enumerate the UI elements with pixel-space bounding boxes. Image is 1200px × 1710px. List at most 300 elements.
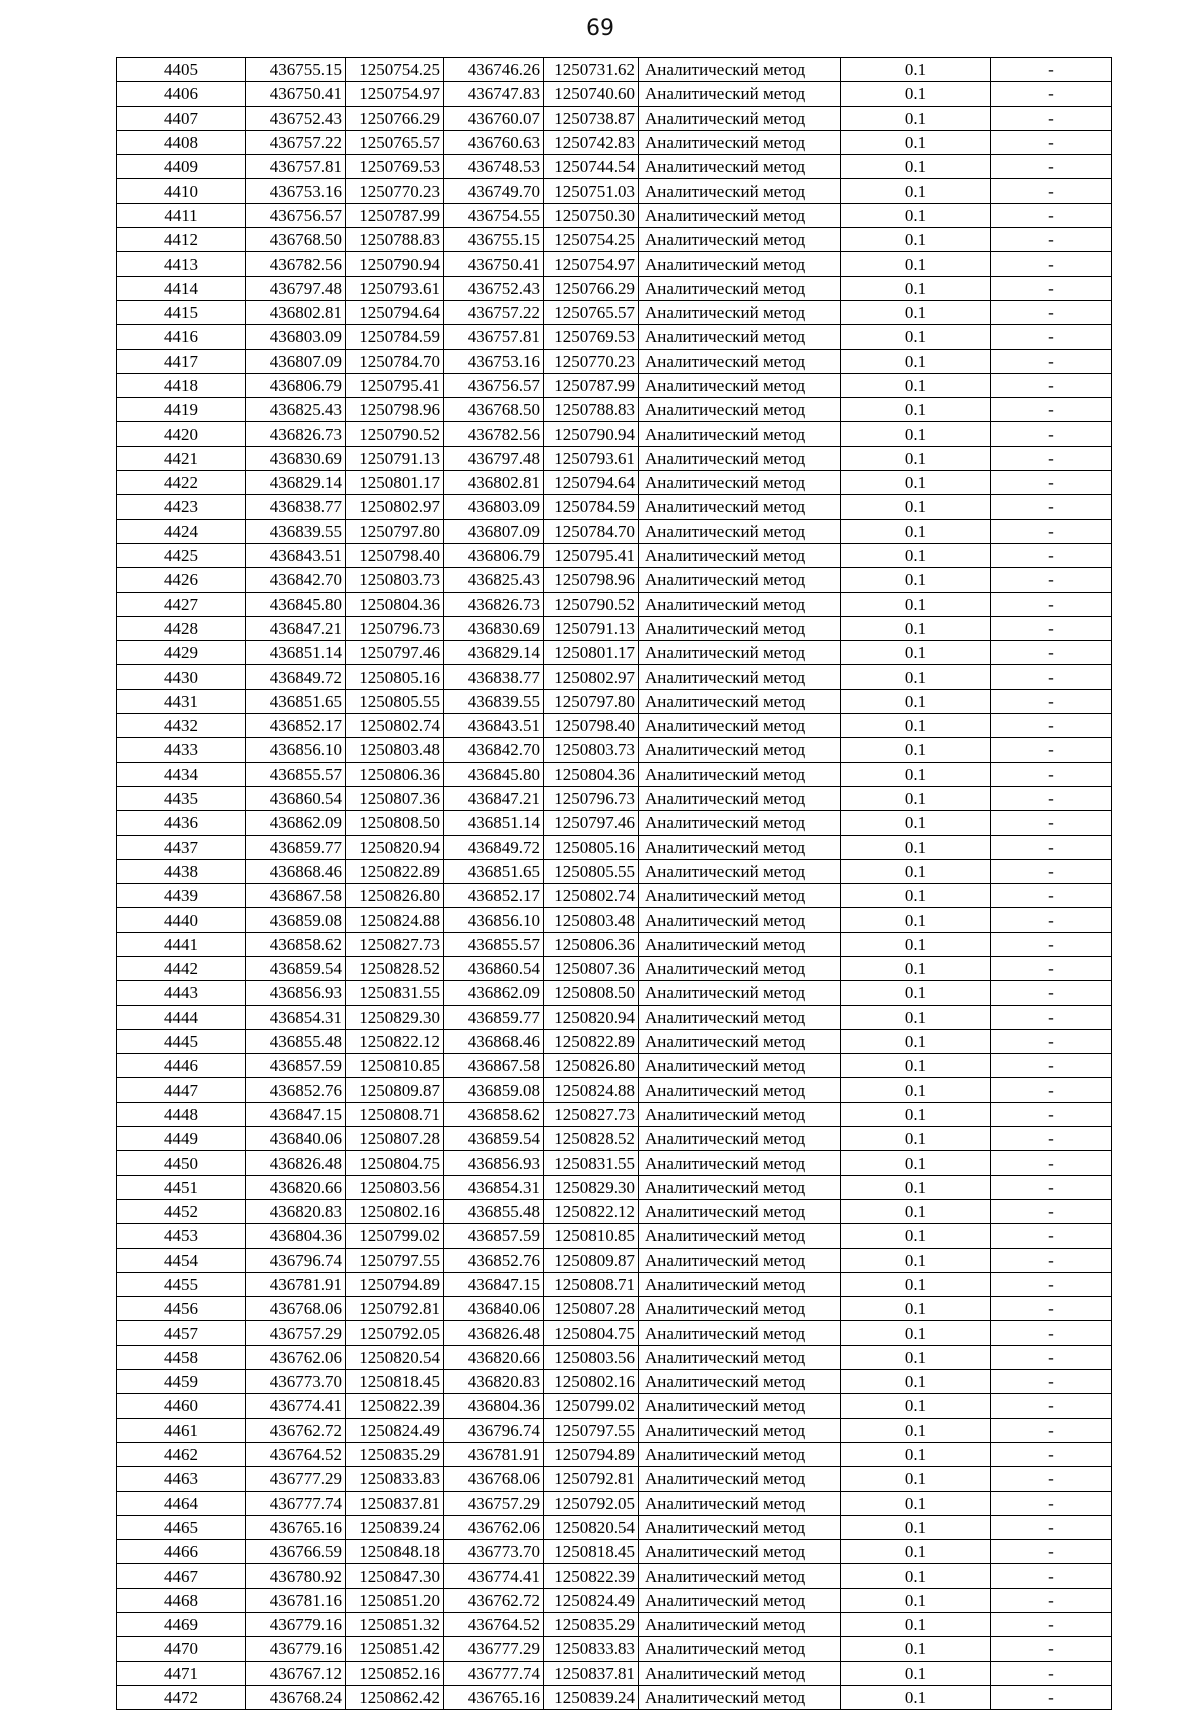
dash-cell: - [991, 641, 1112, 665]
dash-cell: - [991, 932, 1112, 956]
accuracy-cell: 0.1 [841, 1467, 991, 1491]
dash-cell: - [991, 1151, 1112, 1175]
dash-cell: - [991, 398, 1112, 422]
method-cell: Аналитический метод [639, 859, 841, 883]
prev-x-coord-cell: 436838.77 [444, 665, 544, 689]
point-number-cell: 4462 [117, 1442, 246, 1466]
prev-y-coord-cell: 1250839.24 [544, 1685, 639, 1709]
point-number-cell: 4407 [117, 106, 246, 130]
prev-y-coord-cell: 1250820.94 [544, 1005, 639, 1029]
prev-y-coord-cell: 1250798.96 [544, 568, 639, 592]
dash-cell: - [991, 1054, 1112, 1078]
point-number-cell: 4456 [117, 1297, 246, 1321]
method-cell: Аналитический метод [639, 446, 841, 470]
dash-cell: - [991, 616, 1112, 640]
table-row [117, 1102, 1112, 1126]
x-coord-cell: 436851.65 [246, 689, 346, 713]
prev-y-coord-cell: 1250784.70 [544, 519, 639, 543]
x-coord-cell: 436766.59 [246, 1540, 346, 1564]
point-number-cell: 4427 [117, 592, 246, 616]
dash-cell: - [991, 956, 1112, 980]
table-row [117, 1418, 1112, 1442]
point-number-cell: 4432 [117, 714, 246, 738]
method-cell: Аналитический метод [639, 835, 841, 859]
prev-y-coord-cell: 1250751.03 [544, 179, 639, 203]
method-cell: Аналитический метод [639, 155, 841, 179]
accuracy-cell: 0.1 [841, 276, 991, 300]
dash-cell: - [991, 349, 1112, 373]
x-coord-cell: 436757.81 [246, 155, 346, 179]
accuracy-cell: 0.1 [841, 519, 991, 543]
x-coord-cell: 436750.41 [246, 82, 346, 106]
dash-cell: - [991, 738, 1112, 762]
method-cell: Аналитический метод [639, 398, 841, 422]
prev-x-coord-cell: 436855.48 [444, 1199, 544, 1223]
dash-cell: - [991, 276, 1112, 300]
accuracy-cell: 0.1 [841, 1515, 991, 1539]
y-coord-cell: 1250851.20 [346, 1588, 444, 1612]
method-cell: Аналитический метод [639, 82, 841, 106]
prev-y-coord-cell: 1250799.02 [544, 1394, 639, 1418]
dash-cell: - [991, 1491, 1112, 1515]
y-coord-cell: 1250770.23 [346, 179, 444, 203]
point-number-cell: 4421 [117, 446, 246, 470]
x-coord-cell: 436768.50 [246, 228, 346, 252]
point-number-cell: 4444 [117, 1005, 246, 1029]
prev-y-coord-cell: 1250801.17 [544, 641, 639, 665]
point-number-cell: 4472 [117, 1685, 246, 1709]
prev-y-coord-cell: 1250826.80 [544, 1054, 639, 1078]
prev-y-coord-cell: 1250754.25 [544, 228, 639, 252]
prev-x-coord-cell: 436760.63 [444, 130, 544, 154]
prev-y-coord-cell: 1250798.40 [544, 714, 639, 738]
x-coord-cell: 436767.12 [246, 1661, 346, 1685]
prev-y-coord-cell: 1250790.52 [544, 592, 639, 616]
x-coord-cell: 436857.59 [246, 1054, 346, 1078]
point-number-cell: 4415 [117, 300, 246, 324]
point-number-cell: 4436 [117, 811, 246, 835]
x-coord-cell: 436825.43 [246, 398, 346, 422]
prev-x-coord-cell: 436851.14 [444, 811, 544, 835]
accuracy-cell: 0.1 [841, 471, 991, 495]
y-coord-cell: 1250803.48 [346, 738, 444, 762]
x-coord-cell: 436779.16 [246, 1637, 346, 1661]
prev-x-coord-cell: 436762.06 [444, 1515, 544, 1539]
prev-x-coord-cell: 436856.93 [444, 1151, 544, 1175]
prev-y-coord-cell: 1250805.55 [544, 859, 639, 883]
dash-cell: - [991, 228, 1112, 252]
y-coord-cell: 1250848.18 [346, 1540, 444, 1564]
prev-y-coord-cell: 1250805.16 [544, 835, 639, 859]
method-cell: Аналитический метод [639, 495, 841, 519]
method-cell: Аналитический метод [639, 252, 841, 276]
method-cell: Аналитический метод [639, 471, 841, 495]
point-number-cell: 4463 [117, 1467, 246, 1491]
y-coord-cell: 1250792.81 [346, 1297, 444, 1321]
prev-x-coord-cell: 436768.50 [444, 398, 544, 422]
prev-x-coord-cell: 436757.29 [444, 1491, 544, 1515]
prev-y-coord-cell: 1250784.59 [544, 495, 639, 519]
y-coord-cell: 1250794.64 [346, 300, 444, 324]
x-coord-cell: 436855.48 [246, 1029, 346, 1053]
table-row [117, 811, 1112, 835]
dash-cell: - [991, 981, 1112, 1005]
prev-x-coord-cell: 436757.22 [444, 300, 544, 324]
x-coord-cell: 436804.36 [246, 1224, 346, 1248]
table-row [117, 325, 1112, 349]
y-coord-cell: 1250822.39 [346, 1394, 444, 1418]
point-number-cell: 4450 [117, 1151, 246, 1175]
accuracy-cell: 0.1 [841, 1078, 991, 1102]
prev-y-coord-cell: 1250824.88 [544, 1078, 639, 1102]
prev-y-coord-cell: 1250744.54 [544, 155, 639, 179]
prev-x-coord-cell: 436797.48 [444, 446, 544, 470]
prev-y-coord-cell: 1250824.49 [544, 1588, 639, 1612]
y-coord-cell: 1250808.50 [346, 811, 444, 835]
method-cell: Аналитический метод [639, 908, 841, 932]
x-coord-cell: 436855.57 [246, 762, 346, 786]
x-coord-cell: 436862.09 [246, 811, 346, 835]
y-coord-cell: 1250805.16 [346, 665, 444, 689]
x-coord-cell: 436780.92 [246, 1564, 346, 1588]
prev-x-coord-cell: 436750.41 [444, 252, 544, 276]
x-coord-cell: 436843.51 [246, 543, 346, 567]
accuracy-cell: 0.1 [841, 884, 991, 908]
prev-x-coord-cell: 436839.55 [444, 689, 544, 713]
prev-x-coord-cell: 436753.16 [444, 349, 544, 373]
dash-cell: - [991, 1248, 1112, 1272]
point-number-cell: 4465 [117, 1515, 246, 1539]
point-number-cell: 4419 [117, 398, 246, 422]
accuracy-cell: 0.1 [841, 1127, 991, 1151]
x-coord-cell: 436852.17 [246, 714, 346, 738]
point-number-cell: 4464 [117, 1491, 246, 1515]
prev-y-coord-cell: 1250792.81 [544, 1467, 639, 1491]
dash-cell: - [991, 1442, 1112, 1466]
method-cell: Аналитический метод [639, 58, 841, 82]
table-row [117, 1345, 1112, 1369]
table-row [117, 398, 1112, 422]
table-row [117, 1272, 1112, 1296]
y-coord-cell: 1250793.61 [346, 276, 444, 300]
point-number-cell: 4416 [117, 325, 246, 349]
point-number-cell: 4410 [117, 179, 246, 203]
prev-y-coord-cell: 1250791.13 [544, 616, 639, 640]
method-cell: Аналитический метод [639, 1370, 841, 1394]
point-number-cell: 4413 [117, 252, 246, 276]
dash-cell: - [991, 1345, 1112, 1369]
accuracy-cell: 0.1 [841, 106, 991, 130]
prev-x-coord-cell: 436754.55 [444, 203, 544, 227]
y-coord-cell: 1250790.94 [346, 252, 444, 276]
accuracy-cell: 0.1 [841, 1029, 991, 1053]
point-number-cell: 4409 [117, 155, 246, 179]
table-row [117, 1297, 1112, 1321]
method-cell: Аналитический метод [639, 1175, 841, 1199]
prev-x-coord-cell: 436856.10 [444, 908, 544, 932]
prev-y-coord-cell: 1250792.05 [544, 1491, 639, 1515]
dash-cell: - [991, 1418, 1112, 1442]
table-row [117, 1224, 1112, 1248]
prev-x-coord-cell: 436765.16 [444, 1685, 544, 1709]
page-number: 69 [586, 16, 614, 41]
dash-cell: - [991, 1661, 1112, 1685]
table-row [117, 300, 1112, 324]
prev-y-coord-cell: 1250810.85 [544, 1224, 639, 1248]
x-coord-cell: 436765.16 [246, 1515, 346, 1539]
table-row [117, 592, 1112, 616]
table-row [117, 373, 1112, 397]
prev-x-coord-cell: 436764.52 [444, 1613, 544, 1637]
point-number-cell: 4412 [117, 228, 246, 252]
accuracy-cell: 0.1 [841, 155, 991, 179]
prev-x-coord-cell: 436854.31 [444, 1175, 544, 1199]
method-cell: Аналитический метод [639, 1272, 841, 1296]
table-row [117, 130, 1112, 154]
table-row [117, 1370, 1112, 1394]
x-coord-cell: 436768.24 [246, 1685, 346, 1709]
y-coord-cell: 1250803.56 [346, 1175, 444, 1199]
y-coord-cell: 1250839.24 [346, 1515, 444, 1539]
prev-y-coord-cell: 1250828.52 [544, 1127, 639, 1151]
point-number-cell: 4448 [117, 1102, 246, 1126]
method-cell: Аналитический метод [639, 1224, 841, 1248]
table-row [117, 1248, 1112, 1272]
dash-cell: - [991, 1321, 1112, 1345]
y-coord-cell: 1250802.97 [346, 495, 444, 519]
accuracy-cell: 0.1 [841, 641, 991, 665]
x-coord-cell: 436752.43 [246, 106, 346, 130]
accuracy-cell: 0.1 [841, 1297, 991, 1321]
prev-x-coord-cell: 436777.29 [444, 1637, 544, 1661]
dash-cell: - [991, 1029, 1112, 1053]
table-row [117, 835, 1112, 859]
y-coord-cell: 1250788.83 [346, 228, 444, 252]
dash-cell: - [991, 908, 1112, 932]
prev-y-coord-cell: 1250831.55 [544, 1151, 639, 1175]
prev-x-coord-cell: 436829.14 [444, 641, 544, 665]
x-coord-cell: 436779.16 [246, 1613, 346, 1637]
point-number-cell: 4414 [117, 276, 246, 300]
method-cell: Аналитический метод [639, 1029, 841, 1053]
prev-y-coord-cell: 1250769.53 [544, 325, 639, 349]
point-number-cell: 4426 [117, 568, 246, 592]
method-cell: Аналитический метод [639, 519, 841, 543]
table-row [117, 1540, 1112, 1564]
y-coord-cell: 1250765.57 [346, 130, 444, 154]
method-cell: Аналитический метод [639, 1078, 841, 1102]
x-coord-cell: 436803.09 [246, 325, 346, 349]
method-cell: Аналитический метод [639, 981, 841, 1005]
accuracy-cell: 0.1 [841, 130, 991, 154]
y-coord-cell: 1250820.54 [346, 1345, 444, 1369]
prev-x-coord-cell: 436845.80 [444, 762, 544, 786]
dash-cell: - [991, 519, 1112, 543]
point-number-cell: 4440 [117, 908, 246, 932]
method-cell: Аналитический метод [639, 1637, 841, 1661]
prev-y-coord-cell: 1250766.29 [544, 276, 639, 300]
coordinates-table-body [117, 58, 1112, 1710]
y-coord-cell: 1250851.42 [346, 1637, 444, 1661]
accuracy-cell: 0.1 [841, 689, 991, 713]
y-coord-cell: 1250802.16 [346, 1199, 444, 1223]
prev-x-coord-cell: 436855.57 [444, 932, 544, 956]
prev-y-coord-cell: 1250797.55 [544, 1418, 639, 1442]
x-coord-cell: 436756.57 [246, 203, 346, 227]
method-cell: Аналитический метод [639, 1394, 841, 1418]
prev-x-coord-cell: 436862.09 [444, 981, 544, 1005]
x-coord-cell: 436851.14 [246, 641, 346, 665]
accuracy-cell: 0.1 [841, 786, 991, 810]
table-row [117, 1564, 1112, 1588]
accuracy-cell: 0.1 [841, 738, 991, 762]
accuracy-cell: 0.1 [841, 422, 991, 446]
point-number-cell: 4430 [117, 665, 246, 689]
dash-cell: - [991, 325, 1112, 349]
point-number-cell: 4441 [117, 932, 246, 956]
method-cell: Аналитический метод [639, 1442, 841, 1466]
prev-x-coord-cell: 436847.21 [444, 786, 544, 810]
prev-x-coord-cell: 436858.62 [444, 1102, 544, 1126]
prev-x-coord-cell: 436747.83 [444, 82, 544, 106]
prev-x-coord-cell: 436859.08 [444, 1078, 544, 1102]
prev-y-coord-cell: 1250835.29 [544, 1613, 639, 1637]
y-coord-cell: 1250831.55 [346, 981, 444, 1005]
accuracy-cell: 0.1 [841, 1272, 991, 1296]
table-row [117, 641, 1112, 665]
dash-cell: - [991, 1224, 1112, 1248]
point-number-cell: 4447 [117, 1078, 246, 1102]
method-cell: Аналитический метод [639, 1248, 841, 1272]
method-cell: Аналитический метод [639, 1345, 841, 1369]
y-coord-cell: 1250807.36 [346, 786, 444, 810]
prev-y-coord-cell: 1250803.73 [544, 738, 639, 762]
prev-x-coord-cell: 436849.72 [444, 835, 544, 859]
point-number-cell: 4469 [117, 1613, 246, 1637]
accuracy-cell: 0.1 [841, 1151, 991, 1175]
prev-y-coord-cell: 1250797.46 [544, 811, 639, 835]
accuracy-cell: 0.1 [841, 398, 991, 422]
point-number-cell: 4466 [117, 1540, 246, 1564]
method-cell: Аналитический метод [639, 1005, 841, 1029]
prev-x-coord-cell: 436748.53 [444, 155, 544, 179]
method-cell: Аналитический метод [639, 1321, 841, 1345]
table-row [117, 471, 1112, 495]
table-row [117, 203, 1112, 227]
prev-y-coord-cell: 1250765.57 [544, 300, 639, 324]
dash-cell: - [991, 179, 1112, 203]
method-cell: Аналитический метод [639, 616, 841, 640]
y-coord-cell: 1250795.41 [346, 373, 444, 397]
prev-x-coord-cell: 436773.70 [444, 1540, 544, 1564]
y-coord-cell: 1250808.71 [346, 1102, 444, 1126]
x-coord-cell: 436829.14 [246, 471, 346, 495]
accuracy-cell: 0.1 [841, 1661, 991, 1685]
dash-cell: - [991, 884, 1112, 908]
prev-x-coord-cell: 436774.41 [444, 1564, 544, 1588]
dash-cell: - [991, 1078, 1112, 1102]
y-coord-cell: 1250852.16 [346, 1661, 444, 1685]
prev-x-coord-cell: 436802.81 [444, 471, 544, 495]
method-cell: Аналитический метод [639, 276, 841, 300]
accuracy-cell: 0.1 [841, 592, 991, 616]
y-coord-cell: 1250837.81 [346, 1491, 444, 1515]
dash-cell: - [991, 106, 1112, 130]
table-row [117, 738, 1112, 762]
point-number-cell: 4457 [117, 1321, 246, 1345]
accuracy-cell: 0.1 [841, 1054, 991, 1078]
prev-y-coord-cell: 1250806.36 [544, 932, 639, 956]
table-row [117, 1661, 1112, 1685]
method-cell: Аналитический метод [639, 228, 841, 252]
prev-y-coord-cell: 1250738.87 [544, 106, 639, 130]
table-row [117, 446, 1112, 470]
method-cell: Аналитический метод [639, 592, 841, 616]
prev-y-coord-cell: 1250795.41 [544, 543, 639, 567]
y-coord-cell: 1250792.05 [346, 1321, 444, 1345]
table-row [117, 252, 1112, 276]
table-row [117, 1491, 1112, 1515]
point-number-cell: 4433 [117, 738, 246, 762]
method-cell: Аналитический метод [639, 1564, 841, 1588]
y-coord-cell: 1250754.97 [346, 82, 444, 106]
prev-x-coord-cell: 436749.70 [444, 179, 544, 203]
point-number-cell: 4405 [117, 58, 246, 82]
y-coord-cell: 1250824.88 [346, 908, 444, 932]
y-coord-cell: 1250784.59 [346, 325, 444, 349]
dash-cell: - [991, 1127, 1112, 1151]
table-row [117, 1127, 1112, 1151]
x-coord-cell: 436781.16 [246, 1588, 346, 1612]
x-coord-cell: 436859.54 [246, 956, 346, 980]
accuracy-cell: 0.1 [841, 495, 991, 519]
method-cell: Аналитический метод [639, 543, 841, 567]
table-row [117, 1637, 1112, 1661]
prev-y-coord-cell: 1250770.23 [544, 349, 639, 373]
dash-cell: - [991, 714, 1112, 738]
table-row [117, 1078, 1112, 1102]
point-number-cell: 4460 [117, 1394, 246, 1418]
table-row [117, 543, 1112, 567]
y-coord-cell: 1250822.89 [346, 859, 444, 883]
method-cell: Аналитический метод [639, 1054, 841, 1078]
x-coord-cell: 436845.80 [246, 592, 346, 616]
prev-x-coord-cell: 436768.06 [444, 1467, 544, 1491]
method-cell: Аналитический метод [639, 884, 841, 908]
point-number-cell: 4438 [117, 859, 246, 883]
prev-x-coord-cell: 436859.54 [444, 1127, 544, 1151]
table-row [117, 495, 1112, 519]
table-row [117, 1613, 1112, 1637]
point-number-cell: 4424 [117, 519, 246, 543]
accuracy-cell: 0.1 [841, 859, 991, 883]
y-coord-cell: 1250826.80 [346, 884, 444, 908]
table-row [117, 1321, 1112, 1345]
prev-y-coord-cell: 1250793.61 [544, 446, 639, 470]
accuracy-cell: 0.1 [841, 300, 991, 324]
accuracy-cell: 0.1 [841, 203, 991, 227]
x-coord-cell: 436859.77 [246, 835, 346, 859]
prev-y-coord-cell: 1250808.71 [544, 1272, 639, 1296]
accuracy-cell: 0.1 [841, 1540, 991, 1564]
prev-y-coord-cell: 1250818.45 [544, 1540, 639, 1564]
prev-x-coord-cell: 436840.06 [444, 1297, 544, 1321]
x-coord-cell: 436858.62 [246, 932, 346, 956]
method-cell: Аналитический метод [639, 641, 841, 665]
point-number-cell: 4420 [117, 422, 246, 446]
x-coord-cell: 436826.48 [246, 1151, 346, 1175]
y-coord-cell: 1250787.99 [346, 203, 444, 227]
